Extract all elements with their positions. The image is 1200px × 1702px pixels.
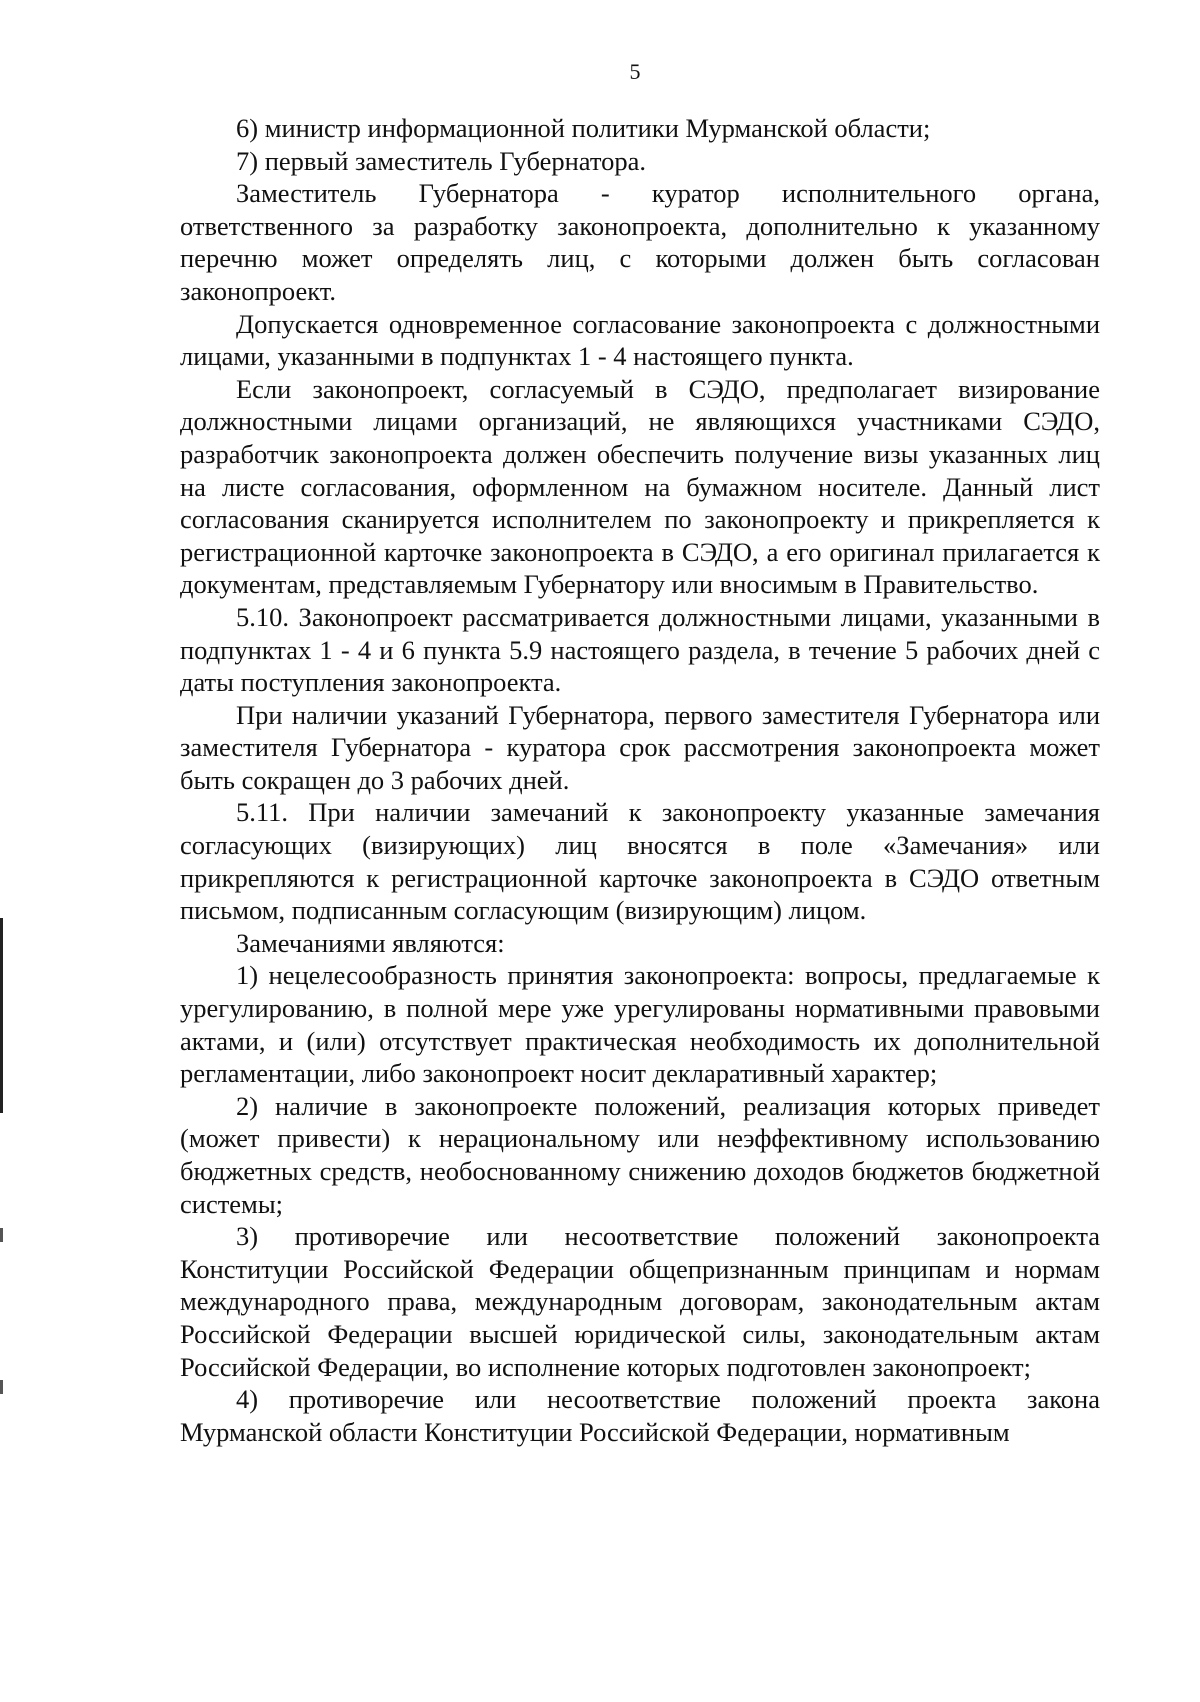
paragraph-shortened-term: При наличии указаний Губернатора, первого заместителя Губернатора или заместителя Губернатора - куратора срок рассмотрения законопроекта может быть сокращен до 3 рабочих дней.	[180, 699, 1100, 795]
paragraph-remark-1: 1) нецелесообразность принятия законопроекта: вопросы, предлагаемые к урегулированию, в полной мере уже урегулированы нормативными правовыми актами, и (или) отсутствует практическая необходимость их дополнительной регламентации, либо законопроект носит декларативный характер;	[180, 960, 1100, 1089]
paragraph-remark-4: 4) противоречие или несоответствие положений проекта закона Мурманской области Конституции Российской Федерации, нормативным	[180, 1384, 1100, 1447]
page-number: 5	[629, 59, 641, 84]
scan-margin-mark	[0, 1228, 3, 1242]
paragraph-sedo-visa: Если законопроект, согласуемый в СЭДО, предполагает визирование должностными лицами организаций, не являющихся участниками СЭДО, разработчик законопроекта должен обеспечить получение визы указанных лиц на листе согласования, оформленном на бумажном носителе. Данный лист согласования сканируется исполнителем по законопроекту и прикрепляется к регистрационной карточке законопроекта в СЭДО, а его оригинал прилагается к документам, представляемым Губернатору или вносимым в Правительство.	[180, 373, 1100, 600]
paragraph-remark-2: 2) наличие в законопроекте положений, реализация которых приведет (может привести) к нерациональному или неэффективному использованию бюджетных средств, необоснованному снижению доходов бюджетов бюджетной системы;	[180, 1090, 1100, 1219]
paragraph-5-10: 5.10. Законопроект рассматривается должностными лицами, указанными в подпунктах 1 - 4 и 6 пункта 5.9 настоящего раздела, в течение 5 рабочих дней с даты поступления законопроекта.	[180, 601, 1100, 698]
scan-margin-line	[0, 918, 3, 1113]
paragraph-5-11: 5.11. При наличии замечаний к законопроекту указанные замечания согласующих (визирующих) лиц вносятся в поле «Замечания» или прикрепляются к регистрационной карточке законопроекта в СЭДО ответным письмом, подписанным согласующим (визирующим) лицом.	[180, 797, 1100, 926]
paragraph-deputy-governor: Заместитель Губернатора - куратор исполнительного органа, ответственного за разработку законопроекта, дополнительно к указанному перечню может определять лиц, с которыми должен быть согласован законопроект.	[180, 178, 1100, 306]
paragraph-remarks-heading: Замечаниями являются:	[236, 927, 505, 958]
scan-margin-mark	[0, 1380, 3, 1394]
document-body	[180, 112, 1100, 1448]
paragraph-item-6: 6) министр информационной политики Мурманской области;	[236, 113, 931, 143]
paragraph-simultaneous-approval: Допускается одновременное согласование законопроекта с должностными лицами, указанными в подпунктах 1 - 4 настоящего пункта.	[180, 308, 1100, 372]
paragraph-remark-3: 3) противоречие или несоответствие положений законопроекта Конституции Российской Федерации общепризнанным принципам и нормам международного права, международным договорам, законодательным актам Российской Федерации высшей юридической силы, законодательным актам Российской Федерации, во исполнение которых подготовлен законопроект;	[180, 1221, 1100, 1382]
paragraph-item-7: 7) первый заместитель Губернатора.	[236, 145, 646, 176]
